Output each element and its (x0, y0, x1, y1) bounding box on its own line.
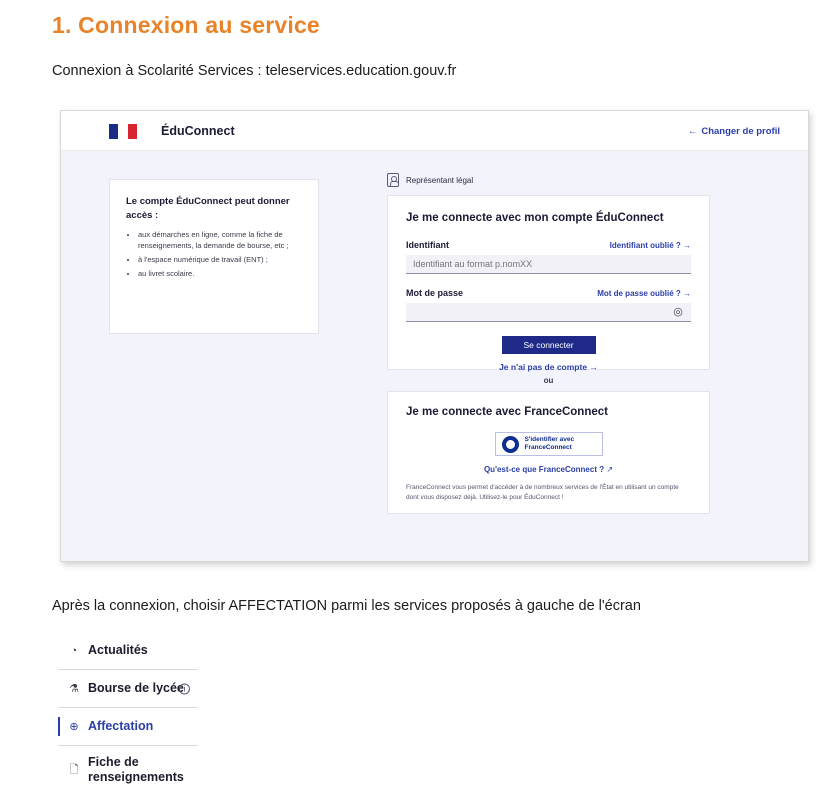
franceconnect-button[interactable] (495, 432, 603, 456)
password-forgot-link[interactable] (597, 289, 691, 298)
change-profile-label: Changer de profil (701, 126, 780, 137)
after-text: Après la connexion, choisir AFFECTATION parmi les services proposés à gauche de l'écran (52, 598, 641, 614)
info-badge-icon: i (179, 683, 190, 694)
no-account-label: Je n'ai pas de compte (499, 362, 588, 372)
no-account-link[interactable] (406, 362, 691, 372)
show-password-icon[interactable]: ◎ (673, 306, 683, 318)
list-item: • au livret scolaire. (138, 268, 304, 279)
menu-item-fiche-de-renseignements[interactable] (58, 746, 198, 794)
password-forgot-label: Mot de passe oublié ? (597, 289, 681, 298)
password-field-wrap (406, 303, 691, 322)
change-profile-link[interactable] (688, 126, 780, 137)
franceconnect-button-line2: FranceConnect (524, 444, 572, 451)
french-flag-icon (109, 124, 137, 139)
password-input[interactable] (406, 303, 691, 322)
password-field-head (406, 288, 691, 298)
intro-text: Connexion à Scolarité Services : teleservices.education.gouv.fr (52, 63, 457, 79)
identifier-forgot-label: Identifiant oublié ? (609, 241, 681, 250)
menu-item-bourse-de-lycee[interactable] (58, 670, 198, 708)
franceconnect-help-label: Qu'est-ce que FranceConnect ? (483, 465, 605, 474)
info-card (109, 179, 319, 334)
menu-item-actualites[interactable] (58, 632, 198, 670)
franceconnect-title: Je me connecte avec FranceConnect (406, 406, 608, 418)
services-menu (58, 632, 198, 794)
franceconnect-card (387, 391, 710, 514)
screenshot-header (61, 111, 808, 151)
person-icon (387, 173, 399, 187)
external-link-icon: ↗ (606, 465, 614, 474)
back-arrow-icon: ← (687, 126, 698, 137)
target-icon: ⊕ (69, 720, 79, 733)
franceconnect-button-text (525, 436, 575, 453)
screenshot-body (61, 151, 808, 562)
menu-item-label: Affectation (88, 719, 154, 733)
identifier-field-head (406, 240, 691, 250)
profile-type-label: Représentant légal (406, 175, 474, 185)
franceconnect-logo-icon (502, 436, 519, 453)
list-item: • aux démarches en ligne, comme la fiche de renseignements, la demande de bourse, etc ; (138, 229, 304, 252)
form-icon: 🗋 (69, 764, 79, 776)
separator-or: ou (543, 376, 554, 385)
franceconnect-help-link[interactable] (406, 465, 691, 474)
franceconnect-button-line1: S'identifier avec (524, 435, 575, 443)
menu-item-label: Fiche de renseignements (88, 755, 184, 784)
identifier-forgot-link[interactable] (610, 241, 691, 250)
login-card (387, 195, 710, 370)
profile-type-row (387, 173, 473, 187)
login-submit-button[interactable]: Se connecter (502, 336, 596, 354)
info-card-title: Le compte ÉduConnect peut donner accès : (126, 196, 290, 221)
login-card-title: Je me connecte avec mon compte ÉduConnect (406, 212, 664, 224)
arrow-right-icon: → (589, 362, 598, 372)
clock-icon: ◔ (70, 644, 78, 657)
arrow-right-icon: → (683, 289, 691, 298)
identifier-input[interactable] (406, 255, 691, 274)
franceconnect-note: FranceConnect vous permet d'accéder à de nombreux services de l'État en utilisant un compte dont vous disposez déjà. Utilisez-le pour ÉduConnect ! (406, 484, 679, 502)
menu-item-label: Actualités (88, 643, 148, 657)
menu-item-affectation[interactable] (58, 708, 198, 746)
password-label: Mot de passe (406, 288, 464, 298)
scholarship-icon: ⚗ (69, 682, 79, 695)
arrow-right-icon: → (683, 241, 691, 250)
educonnect-brand: ÉduConnect (161, 124, 235, 138)
info-card-list (110, 229, 318, 280)
educonnect-screenshot (60, 110, 809, 562)
page-title: 1. Connexion au service (52, 12, 320, 38)
list-item: • à l'espace numérique de travail (ENT) ; (138, 254, 304, 265)
menu-item-label: Bourse de lycée (88, 681, 184, 695)
identifier-label: Identifiant (406, 240, 449, 250)
